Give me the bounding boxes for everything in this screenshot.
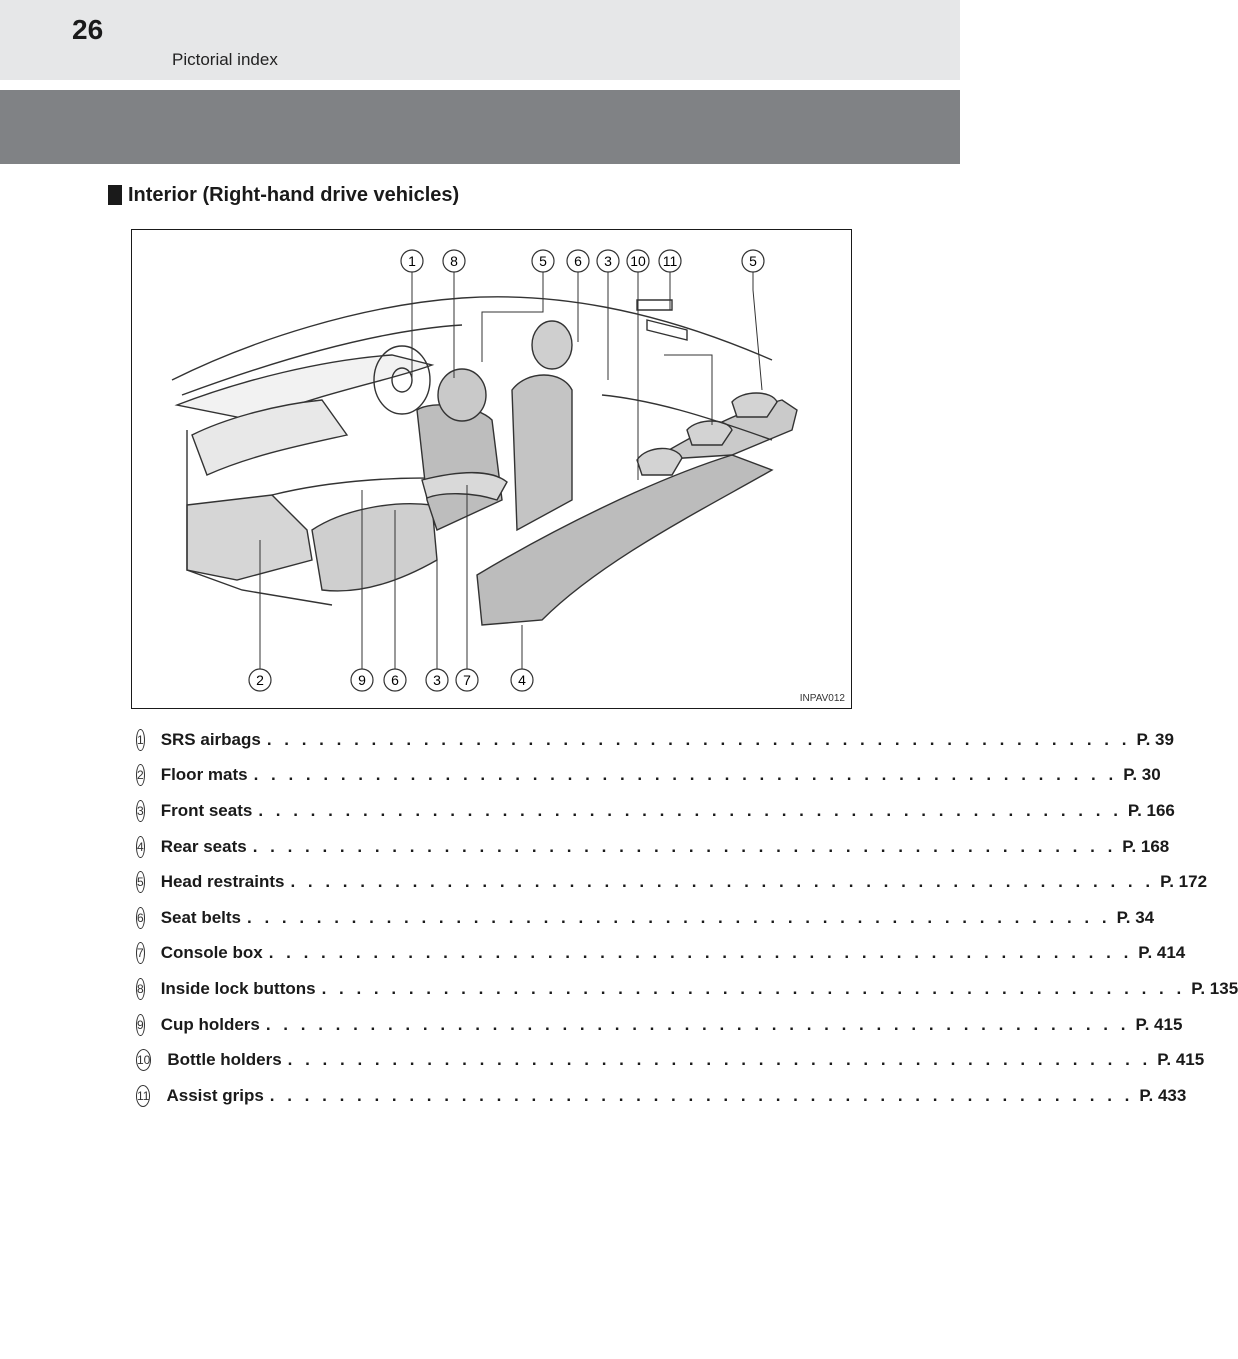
page-reference: P. 172 <box>1160 872 1208 892</box>
item-label: Inside lock buttons <box>160 978 316 998</box>
svg-text:2: 2 <box>256 672 264 688</box>
item-label: Bottle holders <box>167 1050 282 1070</box>
svg-text:9: 9 <box>358 672 366 688</box>
page-reference: P. 415 <box>1157 1050 1205 1070</box>
svg-text:7: 7 <box>463 672 471 688</box>
page-reference: P. 34 <box>1116 907 1155 927</box>
item-label: Seat belts <box>160 907 241 927</box>
leader-dots: . . . . . . . . . . . . . . . . . . . . . . . . . . . . . . . . . . . . . . . . . . . . . . . . . . <box>253 765 1118 785</box>
leader-dots: . . . . . . . . . . . . . . . . . . . . . . . . . . . . . . . . . . . . . . . . . . . . . . . . . . <box>258 800 1122 820</box>
page-reference: P. 166 <box>1127 800 1175 820</box>
list-item <box>136 793 1175 829</box>
leader-dots: . . . . . . . . . . . . . . . . . . . . . . . . . . . . . . . . . . . . . . . . . . . . . . . . . . <box>269 1085 1134 1105</box>
item-label: SRS airbags <box>160 729 261 749</box>
callout-top-1 <box>401 250 423 272</box>
section-header: Pictorial index <box>172 50 278 69</box>
item-number-badge: 1 <box>136 729 145 751</box>
callout-top-8 <box>443 250 465 272</box>
leader-dots: . . . . . . . . . . . . . . . . . . . . . . . . . . . . . . . . . . . . . . . . . . . . . . . . . . <box>290 872 1155 892</box>
item-number-badge: 8 <box>136 978 145 1000</box>
leader-dots: . . . . . . . . . . . . . . . . . . . . . . . . . . . . . . . . . . . . . . . . . . . . . . . . . . <box>265 1014 1130 1034</box>
list-item <box>136 829 1170 865</box>
item-label: Cup holders <box>160 1014 260 1034</box>
interior-illustration <box>131 229 852 709</box>
car-outline <box>172 297 797 625</box>
svg-text:10: 10 <box>630 253 646 269</box>
page-reference: P. 415 <box>1135 1014 1183 1034</box>
leader-dots: . . . . . . . . . . . . . . . . . . . . . . . . . . . . . . . . . . . . . . . . . . . . . . . . . . <box>268 943 1133 963</box>
svg-text:3: 3 <box>433 672 441 688</box>
callout-bottom-9 <box>351 669 373 691</box>
square-bullet-icon <box>108 185 122 205</box>
leader-dots: . . . . . . . . . . . . . . . . . . . . . . . . . . . . . . . . . . . . . . . . . . . . . . . . . . <box>266 729 1131 749</box>
list-item <box>136 971 1238 1007</box>
callout-top-10 <box>627 250 649 272</box>
item-label: Assist grips <box>166 1085 264 1105</box>
page-reference: P. 433 <box>1139 1085 1187 1105</box>
leader-dots: . . . . . . . . . . . . . . . . . . . . . . . . . . . . . . . . . . . . . . . . . . . . . . . . . . <box>321 978 1186 998</box>
page-reference: P. 30 <box>1123 765 1161 785</box>
page-reference: P. 414 <box>1138 943 1186 963</box>
svg-text:11: 11 <box>662 253 678 269</box>
item-number-badge: 3 <box>136 800 145 822</box>
item-number-badge: 4 <box>136 836 145 858</box>
callout-bottom-3 <box>426 669 448 691</box>
callout-top-11 <box>659 250 681 272</box>
svg-text:8: 8 <box>450 253 458 269</box>
list-item <box>136 722 1174 758</box>
page-reference: P. 168 <box>1122 836 1170 856</box>
callout-top-3 <box>597 250 619 272</box>
leader-dots: . . . . . . . . . . . . . . . . . . . . . . . . . . . . . . . . . . . . . . . . . . . . . . . . . . <box>247 907 1111 927</box>
leader-dots: . . . . . . . . . . . . . . . . . . . . . . . . . . . . . . . . . . . . . . . . . . . . . . . . . . <box>252 836 1117 856</box>
list-item <box>136 1042 1205 1078</box>
list-item <box>136 900 1155 936</box>
callout-bottom-6 <box>384 669 406 691</box>
page-reference: P. 135 <box>1191 978 1238 998</box>
svg-text:3: 3 <box>604 253 612 269</box>
item-label: Front seats <box>160 800 253 820</box>
list-item <box>136 864 1208 900</box>
list-item <box>136 1078 1187 1114</box>
page-reference: P. 39 <box>1136 729 1174 749</box>
svg-text:4: 4 <box>518 672 526 688</box>
svg-text:6: 6 <box>574 253 582 269</box>
item-number-badge: 5 <box>136 871 145 893</box>
top-bar <box>0 0 960 80</box>
list-item <box>136 936 1186 972</box>
svg-text:5: 5 <box>539 253 547 269</box>
item-label: Rear seats <box>160 836 247 856</box>
callout-top-6 <box>567 250 589 272</box>
interior-drawing <box>132 230 851 708</box>
item-label: Head restraints <box>160 872 285 892</box>
item-label: Floor mats <box>160 765 248 785</box>
subsection-title: Interior (Right-hand drive vehicles) <box>128 183 460 206</box>
item-list <box>136 722 1238 1114</box>
figure-code: INPAV012 <box>799 693 845 704</box>
list-item <box>136 758 1161 794</box>
callout-bottom-2 <box>249 669 271 691</box>
subsection-heading <box>108 180 459 210</box>
callout-bottom-4 <box>511 669 533 691</box>
item-number-badge: 9 <box>136 1014 145 1036</box>
item-number-badge: 6 <box>136 907 145 929</box>
item-number-badge: 11 <box>136 1085 150 1107</box>
item-number-badge: 7 <box>136 942 145 964</box>
callout-top-5b <box>742 250 764 272</box>
list-item <box>136 1007 1183 1043</box>
header-band <box>0 90 960 164</box>
item-label: Console box <box>160 943 263 963</box>
page-number: 26 <box>72 14 104 45</box>
svg-text:5: 5 <box>749 253 757 269</box>
svg-text:6: 6 <box>391 672 399 688</box>
item-number-badge: 10 <box>136 1049 151 1071</box>
svg-text:1: 1 <box>408 253 416 269</box>
item-number-badge: 2 <box>136 764 145 786</box>
callout-bottom-7 <box>456 669 478 691</box>
leader-dots: . . . . . . . . . . . . . . . . . . . . . . . . . . . . . . . . . . . . . . . . . . . . . . . . . . <box>287 1050 1152 1070</box>
callout-top-5a <box>532 250 554 272</box>
